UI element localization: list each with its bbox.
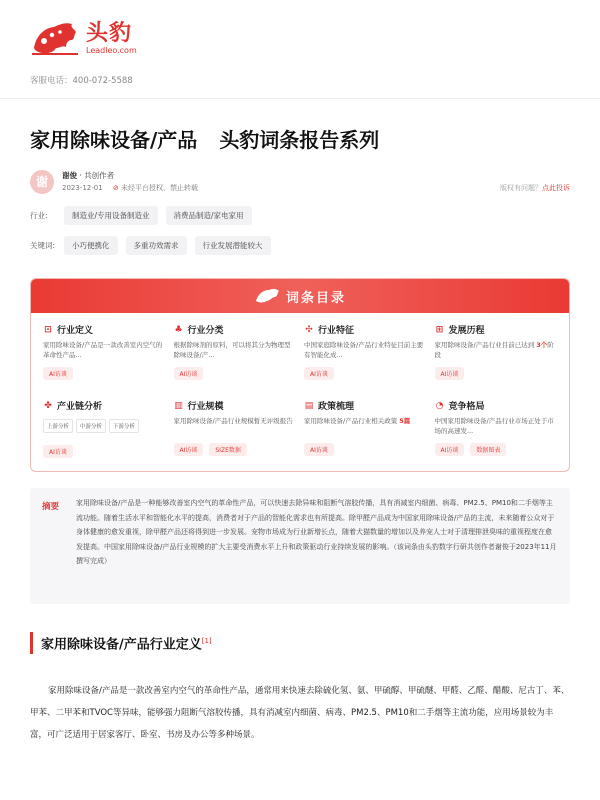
footnote-ref[interactable]: [1] — [201, 637, 212, 645]
definition-icon: ⊡ — [44, 324, 52, 335]
toc-item-title: 政策梳理 — [318, 402, 355, 412]
ai-interview-chip[interactable]: AI访谈 — [174, 367, 204, 380]
ai-interview-chip[interactable]: AI访谈 — [43, 367, 73, 380]
desc-text: 家用除味设备/产品行业相关政策 — [304, 417, 400, 425]
toc-grid — [31, 313, 569, 469]
toc-panel — [30, 278, 570, 472]
ai-interview-chip[interactable]: AI访谈 — [435, 443, 465, 456]
brand-name-en: Leadleo.com — [86, 46, 137, 55]
avatar[interactable]: 谢 — [30, 170, 54, 194]
industry-tag[interactable]: 消费品制造/家电家用 — [166, 206, 252, 225]
copyright-question: 版权有问题？ — [500, 184, 542, 192]
toc-item-title: 行业分类 — [187, 326, 224, 336]
ai-interview-chip[interactable]: AI访谈 — [304, 443, 334, 456]
toc-item-title: 行业特征 — [318, 326, 355, 336]
hotline-text: 客服电话：400-072-5588 — [30, 76, 133, 86]
summary-box — [30, 488, 570, 604]
toc-item-scale[interactable] — [170, 393, 301, 469]
feature-icon: ✣ — [305, 324, 313, 335]
ai-interview-chip[interactable]: AI访谈 — [174, 443, 204, 456]
industry-row — [30, 206, 260, 225]
summary-label: 摘要 — [42, 502, 60, 512]
toc-item-policy[interactable] — [300, 393, 431, 469]
leopard-logo-icon — [30, 18, 80, 60]
policy-icon: ▤ — [304, 400, 314, 411]
stage-count: 3个 — [536, 341, 548, 349]
toc-item-desc: 中国家庭除味设备/产品行业特征目前主要有智能化成... — [304, 341, 424, 359]
brand-header — [30, 18, 137, 86]
publish-date: 2023-12-01 — [62, 184, 103, 192]
toc-item-title: 产业链分析 — [57, 402, 103, 412]
title-series: 头豹词条报告系列 — [219, 128, 380, 152]
complaint-link[interactable]: 点此投诉 — [542, 184, 570, 192]
copyright-report — [500, 183, 570, 193]
policy-count: 5篇 — [399, 417, 411, 425]
desc-text: 阶段 — [434, 341, 554, 359]
toc-item-history[interactable] — [431, 317, 562, 393]
downstream-tag[interactable]: 下游分析 — [109, 419, 139, 433]
industry-tag[interactable]: 制造业/专用设备制造业 — [64, 206, 158, 225]
author-row — [30, 170, 570, 196]
toc-item-desc — [304, 417, 425, 436]
midstream-tag[interactable]: 中游分析 — [76, 419, 106, 433]
upstream-tag[interactable]: 上游分析 — [43, 419, 73, 433]
toc-header — [31, 279, 569, 313]
toc-item-desc: 中国家用除味设备/产品行业市场正处于市场的高速发... — [434, 417, 554, 435]
history-icon: ⊞ — [435, 324, 444, 335]
brand-name-cn: 头豹 — [86, 21, 133, 46]
toc-title: 词条目录 — [285, 290, 346, 306]
industry-label: 行业: — [30, 211, 48, 220]
no-repost-icon: ⊘ — [112, 184, 119, 192]
ai-interview-chip[interactable]: AI访谈 — [304, 367, 334, 380]
brand-logo[interactable] — [30, 18, 137, 60]
toc-item-chain[interactable] — [39, 393, 170, 469]
chain-icon: ✤ — [44, 400, 52, 411]
page-title — [30, 124, 379, 153]
title-main: 家用除味设备/产品 — [30, 128, 198, 152]
size-data-chip[interactable]: SIZE数据 — [209, 443, 246, 456]
toc-item-title: 竞争格局 — [448, 402, 485, 412]
author-name — [62, 170, 114, 181]
keywords-row — [30, 236, 279, 255]
desc-text: 家用除味设备/产品行业目前已达到 — [434, 341, 537, 349]
header-divider — [0, 98, 600, 99]
toc-item-title: 发展历程 — [448, 326, 485, 336]
repost-notice: 未经平台授权，禁止转载 — [121, 184, 199, 192]
section-body: 家用除味设备/产品是一款改善室内空气的革命性产品，通常用来快速去除硫化氢、氨、甲硫醇、甲硫醚、甲醛、乙醛、醋酸、尼古丁、苯、甲苯、二甲苯和TVOC等异味，能够强力阻断气溶胶传播，具有消减室内细菌、病毒、PM2.5、PM10和二手烟等主流功能，应用场景较为丰富，可广泛适用于居家客厅、卧室、书房及办公等多种场景。 — [30, 686, 570, 740]
author-name-text[interactable]: 谢俊 — [62, 171, 77, 180]
toc-item-features[interactable] — [300, 317, 431, 393]
toc-item-desc — [435, 341, 556, 360]
toc-item-desc: 根据除味剂的原料，可以将其分为物理型除味设备/产... — [173, 341, 291, 359]
publish-meta — [62, 183, 198, 193]
keyword-tag[interactable]: 多重功效需求 — [126, 236, 187, 255]
keyword-tag[interactable]: 小巧便携化 — [64, 236, 118, 255]
toc-item-title: 行业规模 — [187, 402, 224, 412]
ai-interview-chip[interactable]: AI访谈 — [43, 445, 73, 458]
toc-item-desc: 家用除味设备/产品行业规模暂无评级报告 — [173, 417, 293, 425]
toc-item-competition[interactable] — [431, 393, 562, 469]
toc-item-title: 行业定义 — [57, 326, 94, 336]
classification-icon: ♣ — [174, 324, 183, 335]
toc-leopard-icon — [254, 287, 280, 305]
competition-icon: ◔ — [435, 400, 444, 411]
toc-item-classification[interactable] — [170, 317, 301, 393]
summary-text: 家用除味设备/产品是一种能够改善室内空气的革命性产品，可以快速去除异味和阻断气溶胶传播，具有消减室内细菌、病毒、PM2.5、PM10和二手烟等主流功能。随着生活水平和智能化水平的提高，消费者对于产品的智能化需求也有所提高。除甲醛产品成为中国家用除味设备/产品的主流，未来随着公众对于身体健康的愈发重视，除甲醛产品还将得到进一步发展。宠物市场成为行业新增长点，随着犬猫数量的增加以及养宠人士对于清理排泄臭味的重视程度在愈发提高。中国家用除味设备/产品行业规模的扩大主要受消费水平上升和政策驱动行业持续发展的影响。（该词条由头豹数字行研共创作者谢俊于2023年11月撰写完成） — [76, 499, 557, 565]
keyword-tag[interactable]: 行业发展潜能较大 — [195, 236, 271, 255]
toc-item-definition[interactable] — [39, 317, 170, 393]
toc-item-desc: 家用除味设备/产品是一款改善室内空气的革命性产品... — [43, 341, 163, 359]
author-role: · 共创作者 — [77, 171, 115, 180]
keywords-label: 关键词: — [30, 241, 56, 250]
scale-icon: ▥ — [174, 400, 183, 411]
data-chart-chip[interactable]: 数据图表 — [470, 443, 506, 456]
section-title-text: 家用除味设备/产品行业定义 — [41, 637, 202, 653]
ai-interview-chip[interactable]: AI访谈 — [435, 367, 465, 380]
section-title — [30, 632, 212, 654]
